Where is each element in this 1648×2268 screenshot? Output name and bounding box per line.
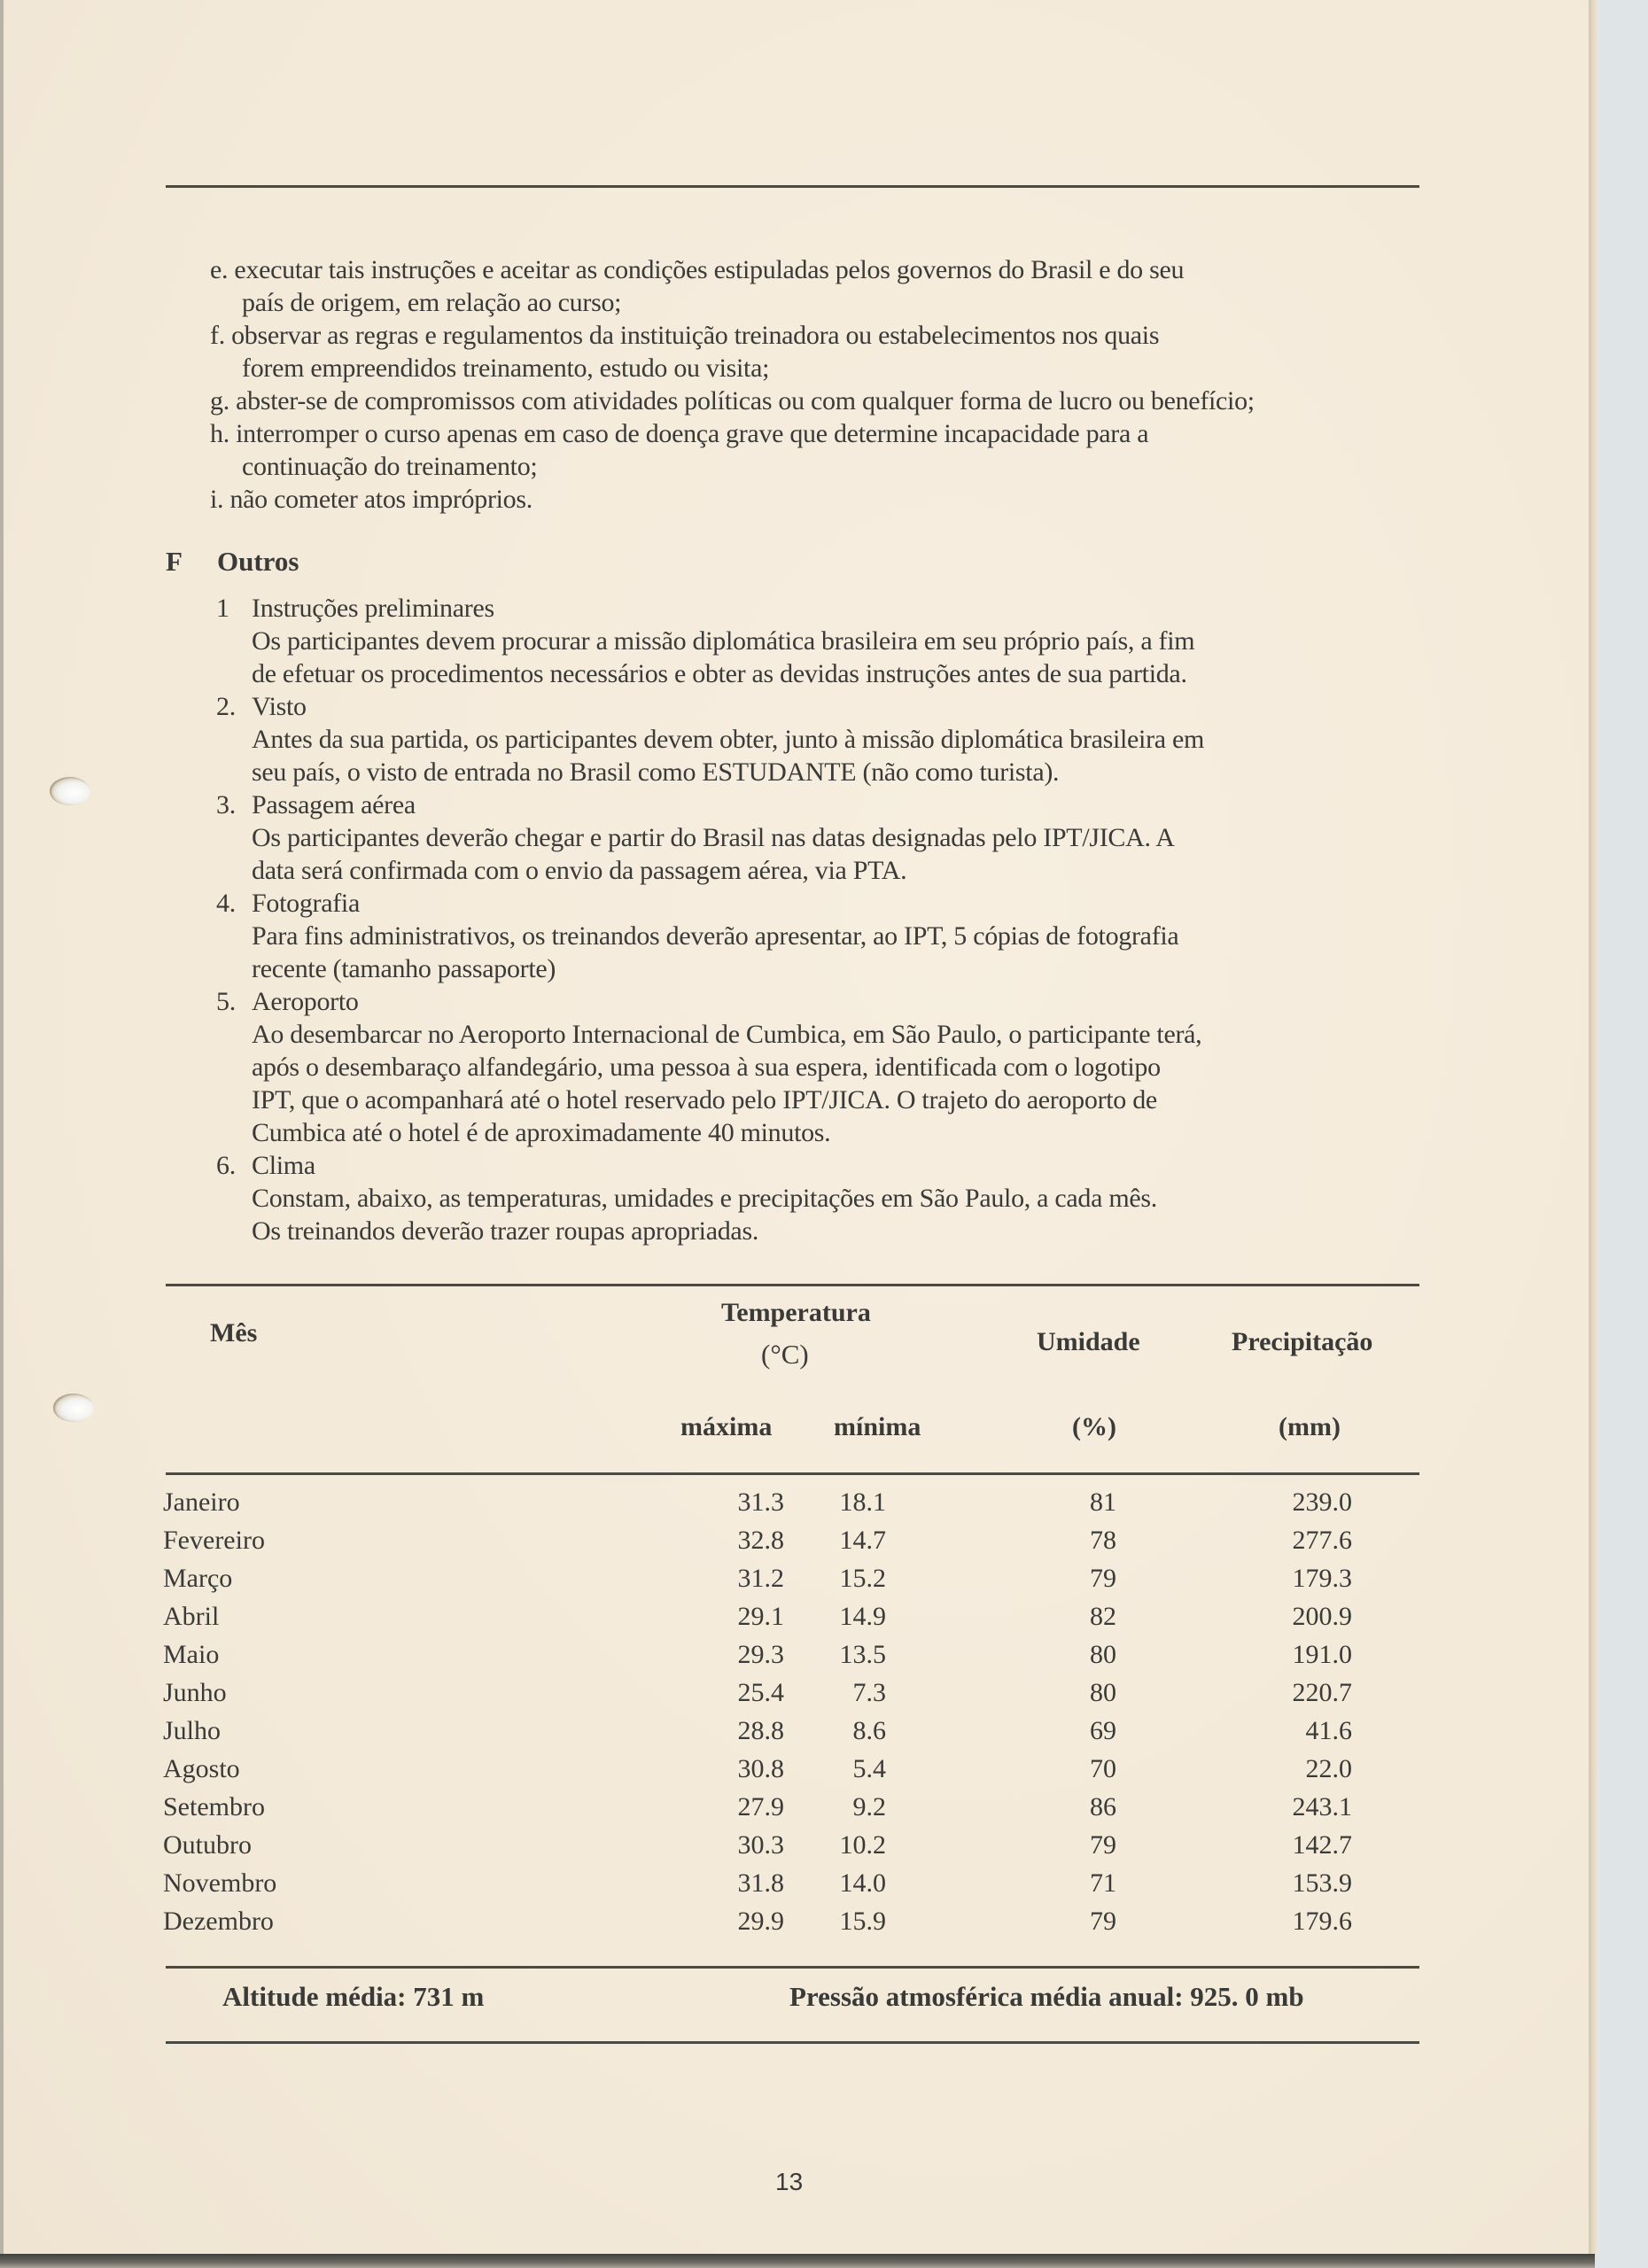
item-number: 3. bbox=[216, 790, 236, 819]
header-precipitation-unit: (mm) bbox=[1279, 1412, 1341, 1441]
cell-min: 15.2 bbox=[839, 1564, 886, 1593]
cell-precipitation: 239.0 bbox=[1292, 1487, 1352, 1517]
cell-min: 13.5 bbox=[839, 1640, 886, 1669]
top-rule bbox=[166, 185, 1419, 188]
cell-max: 31.3 bbox=[737, 1487, 784, 1517]
item-text: Os participantes devem procurar a missão diplomática brasileira em seu próprio país, a fim bbox=[252, 626, 1195, 656]
cell-humidity: 79 bbox=[1090, 1907, 1116, 1936]
condition-text: executar tais instruções e aceitar as condições estipuladas pelos governos do Brasil e do seu bbox=[234, 255, 1185, 284]
cell-precipitation: 277.6 bbox=[1292, 1526, 1352, 1555]
cell-precipitation: 243.1 bbox=[1292, 1792, 1352, 1821]
scan-bottom-shadow bbox=[0, 2254, 1595, 2268]
cell-min: 7.3 bbox=[852, 1678, 886, 1707]
condition-text: abster-se de compromissos com atividades políticas ou com qualquer forma de lucro ou benefício; bbox=[236, 386, 1255, 416]
condition-item bbox=[210, 483, 1255, 516]
cell-precipitation: 191.0 bbox=[1292, 1640, 1352, 1669]
table-top-rule bbox=[166, 1284, 1419, 1286]
item-number: 2. bbox=[216, 692, 236, 721]
cell-month: Abril bbox=[163, 1602, 220, 1631]
item-text: Os participantes deverão chegar e partir do Brasil nas datas designadas pelo IPT/JICA. A bbox=[252, 823, 1175, 852]
item-text: Cumbica até o hotel é de aproximadamente 40 minutos. bbox=[252, 1118, 831, 1147]
header-humidity-unit: (%) bbox=[1072, 1412, 1116, 1441]
header-max: máxima bbox=[680, 1412, 773, 1441]
cell-humidity: 70 bbox=[1090, 1754, 1116, 1783]
condition-item bbox=[210, 384, 1255, 417]
condition-marker: h. bbox=[210, 419, 229, 448]
cell-month: Agosto bbox=[163, 1754, 240, 1783]
cell-month: Fevereiro bbox=[163, 1526, 265, 1555]
item-title: Aeroporto bbox=[252, 987, 359, 1016]
condition-marker: i. bbox=[210, 485, 224, 514]
item-title: Passagem aérea bbox=[252, 790, 416, 819]
item-text: após o desembaraço alfandegário, uma pessoa à sua espera, identificada com o logotipo bbox=[252, 1052, 1161, 1082]
cell-humidity: 80 bbox=[1090, 1678, 1116, 1707]
cell-precipitation: 179.3 bbox=[1292, 1564, 1352, 1593]
cell-max: 30.3 bbox=[737, 1830, 784, 1860]
condition-text: interromper o curso apenas em caso de doença grave que determine incapacidade para a bbox=[236, 419, 1149, 448]
cell-max: 27.9 bbox=[737, 1792, 784, 1821]
cell-min: 14.7 bbox=[839, 1526, 886, 1555]
cell-precipitation: 22.0 bbox=[1305, 1754, 1352, 1783]
cell-max: 29.3 bbox=[737, 1640, 784, 1669]
page-number: 13 bbox=[775, 2168, 804, 2195]
cell-humidity: 79 bbox=[1090, 1830, 1116, 1860]
cell-max: 31.8 bbox=[737, 1868, 784, 1898]
item-text: de efetuar os procedimentos necessários e obter as devidas instruções antes de sua partida. bbox=[252, 659, 1187, 688]
header-humidity: Umidade bbox=[1037, 1327, 1140, 1356]
header-precipitation: Precipitação bbox=[1232, 1327, 1373, 1356]
punch-hole-bottom bbox=[53, 1394, 94, 1422]
cell-month: Maio bbox=[163, 1640, 220, 1669]
cell-month: Dezembro bbox=[163, 1907, 274, 1936]
item-text: Ao desembarcar no Aeroporto Internacional de Cumbica, em São Paulo, o participante terá, bbox=[252, 1020, 1202, 1049]
item-title: Clima bbox=[252, 1151, 315, 1180]
footer-rule bbox=[166, 2041, 1419, 2044]
altitude-note: Altitude média: 731 m bbox=[222, 1981, 485, 2012]
condition-text: observar as regras e regulamentos da instituição treinadora ou estabelecimentos nos quais bbox=[231, 321, 1160, 350]
cell-month: Janeiro bbox=[163, 1487, 240, 1517]
cell-precipitation: 41.6 bbox=[1305, 1716, 1352, 1745]
condition-item bbox=[210, 319, 1255, 384]
cell-max: 29.9 bbox=[737, 1907, 784, 1936]
section-item bbox=[216, 887, 1204, 985]
item-number: 5. bbox=[216, 987, 236, 1016]
cell-month: Julho bbox=[163, 1716, 222, 1745]
cell-month: Setembro bbox=[163, 1792, 265, 1821]
cell-min: 10.2 bbox=[839, 1830, 886, 1860]
condition-text: forem empreendidos treinamento, estudo ou visita; bbox=[242, 353, 770, 383]
section-letter: F bbox=[166, 546, 183, 577]
item-text: recente (tamanho passaporte) bbox=[252, 954, 556, 983]
item-text: Antes da sua partida, os participantes devem obter, junto à missão diplomática brasileira em bbox=[252, 725, 1205, 754]
section-item bbox=[216, 592, 1204, 690]
cell-month: Março bbox=[163, 1564, 233, 1593]
cell-humidity: 71 bbox=[1090, 1868, 1116, 1898]
cell-max: 30.8 bbox=[737, 1754, 784, 1783]
item-number: 6. bbox=[216, 1151, 236, 1180]
cell-min: 15.9 bbox=[839, 1907, 886, 1936]
cell-humidity: 69 bbox=[1090, 1716, 1116, 1745]
item-text: seu país, o visto de entrada no Brasil como ESTUDANTE (não como turista). bbox=[252, 757, 1060, 787]
section-f-items bbox=[216, 592, 1204, 1247]
header-temperature-unit: (°C) bbox=[761, 1339, 809, 1370]
cell-min: 14.9 bbox=[839, 1602, 886, 1631]
cell-min: 9.2 bbox=[852, 1792, 886, 1821]
item-text: data será confirmada com o envio da passagem aérea, via PTA. bbox=[252, 856, 907, 885]
condition-text: não cometer atos impróprios. bbox=[229, 485, 532, 514]
condition-item bbox=[210, 417, 1255, 483]
item-text: Para fins administrativos, os treinandos deverão apresentar, ao IPT, 5 cópias de fotografia bbox=[252, 921, 1179, 951]
cell-min: 8.6 bbox=[852, 1716, 886, 1745]
item-number: 1 bbox=[216, 594, 229, 623]
section-item bbox=[216, 1149, 1204, 1247]
condition-marker: e. bbox=[210, 255, 229, 284]
cell-precipitation: 200.9 bbox=[1292, 1602, 1352, 1631]
table-bottom-rule bbox=[166, 1966, 1419, 1969]
cell-max: 25.4 bbox=[737, 1678, 784, 1707]
cell-min: 5.4 bbox=[852, 1754, 886, 1783]
punch-hole-top bbox=[50, 777, 90, 805]
condition-text: país de origem, em relação ao curso; bbox=[242, 288, 622, 317]
condition-text: continuação do treinamento; bbox=[242, 452, 538, 481]
item-title: Instruções preliminares bbox=[252, 594, 494, 623]
paper-right-edge bbox=[1591, 0, 1598, 2256]
cell-humidity: 81 bbox=[1090, 1487, 1116, 1517]
header-min: mínima bbox=[834, 1412, 921, 1441]
paper-left-edge bbox=[0, 0, 4, 2256]
cell-humidity: 82 bbox=[1090, 1602, 1116, 1631]
pressure-note: Pressão atmosférica média anual: 925. 0 mb bbox=[789, 1981, 1304, 2012]
cell-humidity: 78 bbox=[1090, 1526, 1116, 1555]
header-temperature: Temperatura bbox=[721, 1298, 871, 1327]
condition-marker: f. bbox=[210, 321, 225, 350]
cell-max: 31.2 bbox=[737, 1564, 784, 1593]
cell-precipitation: 142.7 bbox=[1292, 1830, 1352, 1860]
conditions-list bbox=[210, 253, 1255, 516]
section-item bbox=[216, 985, 1204, 1149]
item-text: Constam, abaixo, as temperaturas, umidades e precipitações em São Paulo, a cada mês. bbox=[252, 1184, 1157, 1213]
item-text: Os treinandos deverão trazer roupas apropriadas. bbox=[252, 1216, 759, 1246]
cell-humidity: 79 bbox=[1090, 1564, 1116, 1593]
item-text: IPT, que o acompanhará até o hotel reservado pelo IPT/JICA. O trajeto do aeroporto de bbox=[252, 1085, 1157, 1115]
section-item bbox=[216, 690, 1204, 788]
cell-month: Novembro bbox=[163, 1868, 277, 1898]
cell-month: Junho bbox=[163, 1678, 227, 1707]
cell-humidity: 86 bbox=[1090, 1792, 1116, 1821]
section-title: Outros bbox=[217, 546, 299, 577]
cell-precipitation: 153.9 bbox=[1292, 1868, 1352, 1898]
cell-precipitation: 179.6 bbox=[1292, 1907, 1352, 1936]
header-month: Mês bbox=[210, 1318, 258, 1348]
condition-marker: g. bbox=[210, 386, 229, 416]
cell-min: 18.1 bbox=[839, 1487, 886, 1517]
cell-min: 14.0 bbox=[839, 1868, 886, 1898]
cell-humidity: 80 bbox=[1090, 1640, 1116, 1669]
item-title: Fotografia bbox=[252, 889, 360, 918]
cell-month: Outubro bbox=[163, 1830, 252, 1860]
cell-max: 29.1 bbox=[737, 1602, 784, 1631]
table-header-rule bbox=[166, 1472, 1419, 1475]
cell-max: 28.8 bbox=[737, 1716, 784, 1745]
item-title: Visto bbox=[252, 692, 307, 721]
item-number: 4. bbox=[216, 889, 236, 918]
condition-item bbox=[210, 253, 1255, 319]
section-item bbox=[216, 788, 1204, 887]
cell-max: 32.8 bbox=[737, 1526, 784, 1555]
cell-precipitation: 220.7 bbox=[1292, 1678, 1352, 1707]
